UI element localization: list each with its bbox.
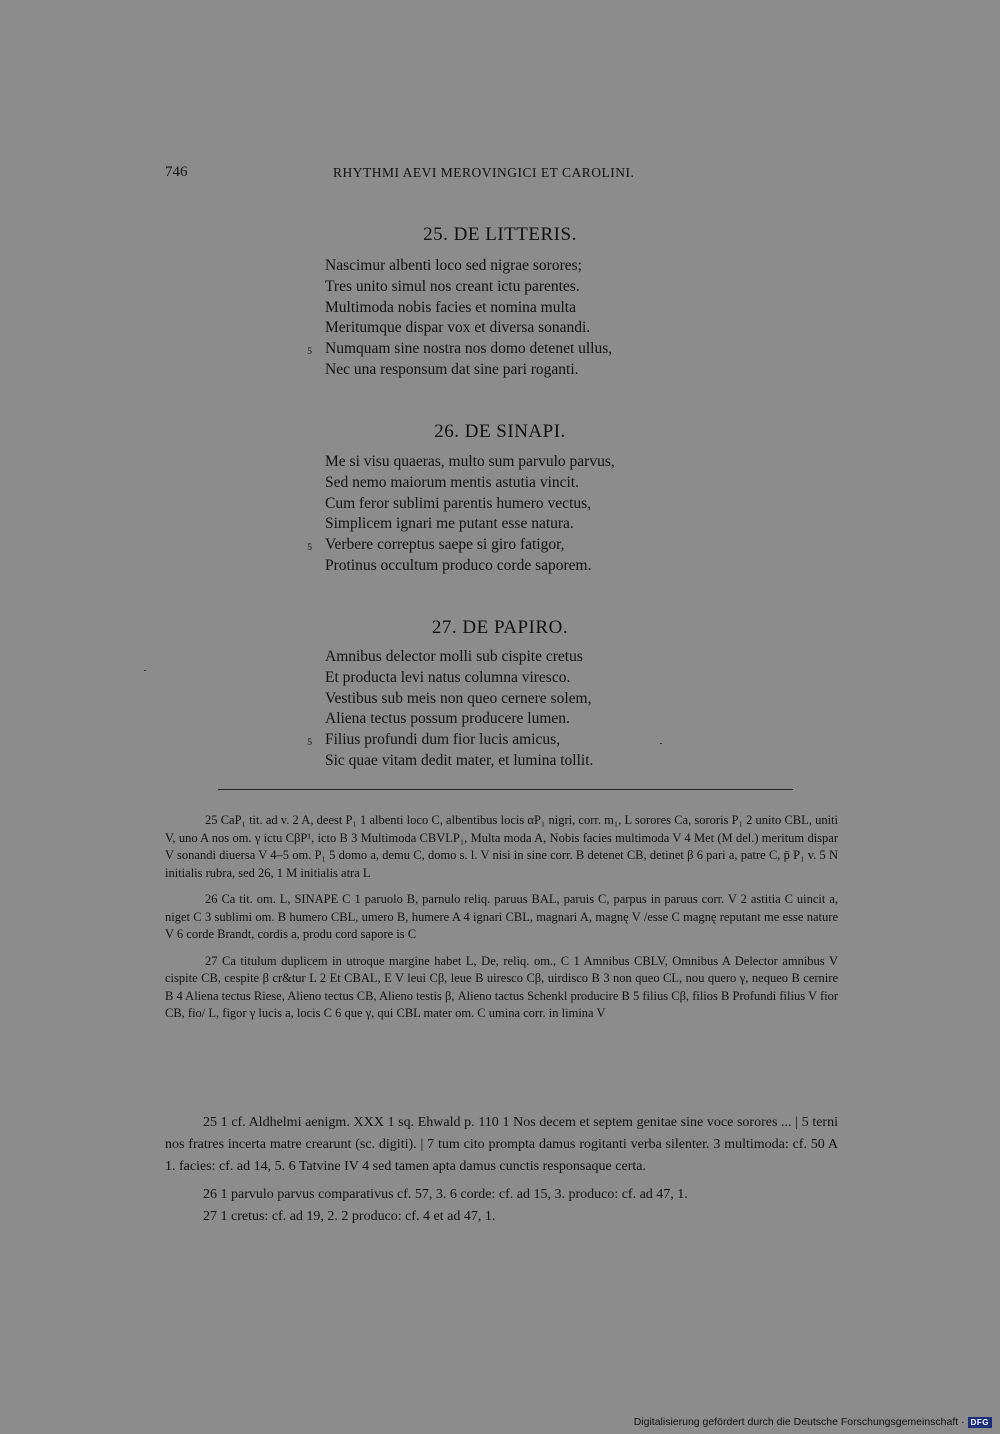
verse-text: Et producta levi natus columna viresco. [325,668,571,686]
poem-body [300,452,720,577]
line-number: 5 [307,738,312,749]
verse-line [300,318,720,339]
verse-line [300,689,720,710]
reference-entry: 27 1 cretus: cf. ad 19, 2. 2 produco: cf. 4 et ad 47, 1. [203,1209,496,1224]
verse-text: Sic quae vitam dedit mater, et lumina tollit. [325,751,594,769]
verse-text: Vestibus sub meis non queo cernere solem, [325,689,592,707]
verse-text: Aliena tectus possum producere lumen. [325,710,570,728]
footnote-divider [218,789,793,790]
verse-line [300,339,720,360]
verse-line [300,514,720,535]
reference-entry: 26 1 parvulo parvus comparativus cf. 57, 3. 6 corde: cf. ad 15, 3. produco: cf. ad 47, 1. [203,1187,688,1202]
verse-text: Amnibus delector molli sub cispite cretus [325,648,583,665]
verse-text: Tres unito simul nos creant ictu parentes. [325,277,580,295]
verse-text: Me si visu quaeras, multo sum parvulo parvus, [325,453,615,470]
digitization-credit [634,1416,992,1428]
line-number: 5 [307,543,312,554]
verse-text: Meritumque dispar vox et diversa sonandi. [325,319,591,337]
scan-speck [660,743,662,744]
verse-text: Simplicem ignari me putant esse natura. [325,515,574,533]
poem-title: 27. DE PAPIRO. [431,617,569,638]
verse-text: Protinus occultum produco corde saporem. [325,556,592,574]
verse-line [300,494,720,515]
poem-body [300,647,720,772]
apparatus-entry: 27 Ca titulum duplicem in utroque margine habet L, De, reliq. om., C 1 Amnibus CBLV, Omnibus A Delector amnibus V cispite CB, cespite β cr&tur L 2 Et CBAL, E V leui Cβ, leue B uiresco Cβ, uirdisco B 3 non queo CL, nou quero γ, nequeo B cernire B 4 Aliena tectus Riese, Alieno tectus CB, Alieno testis β, Alieno tactus Schenkl producire B 5 filius Cβ, filios B Profundi filius V fior CB, fio/ L, figor γ lucis a, locis C 6 que γ, qui CBL mater om. C umina corr. in limina V [165,953,838,1020]
line-number: 5 [307,347,312,358]
verse-line [300,668,720,689]
apparatus-entry: 26 Ca tit. om. L, SINAPE C 1 paruolo B, parnulo reliq. paruus BAL, paruis C, parpus in paruus corr. V 2 astitia C uincit a, niget C 3 sublimi om. B humero CBL, umero B, humere A 4 ignari CBL, magnari A, magnę V /esse C magnę reputant me esse nature V 6 corde Brandt, cordis a, produ cord sapore is C [165,892,838,941]
credit-text: Digitalisierung gefördert durch die Deutsche Forschungsgemeinschaft · [633,1416,965,1428]
verse-line [300,709,720,730]
verse-text: Verbere correptus saepe si giro fatigor, [325,536,565,554]
reference-entry: 25 1 cf. Aldhelmi aenigm. XXX 1 sq. Ehwald p. 110 1 Nos decem et septem genitae sine voce sorores ... | 5 terni nos fratres incerta matre crearunt (sc. digiti). | 7 tum cito prompta damus rogitanti verba silenter. 3 multimoda: cf. 50 A 1. facies: cf. ad 14, 5. 6 Tatvine IV 4 sed tamen apta damus cunctis responsaque certa. [165,1115,838,1174]
apparatus-entry: 25 CaP₁ tit. ad v. 2 A, deest P₁ 1 albenti loco C, albentibus locis αP₁ nigri, corr. m₁, L sorores Ca, sororis P₁ 2 unito CBL, uniti V, uno A nos om. γ ictu CβP¹, icto B 3 Multimoda CBVLP₁, Multa moda A, Nobis facies multimoda V 4 Met (M del.) meritum dispar V sonandi diuersa V 4–5 om. P₁ 5 domo a, demu C, domo s. l. V nisi in sine corr. B detenet CB, detinet β 6 pari a, patre C, p̄ P₁ v. 5 N initialis rubra, sed 26, 1 M initialis atra L [165,813,838,880]
verse-text: Filius profundi dum fior lucis amicus, [325,731,561,749]
verse-line [300,647,720,668]
verse-line [300,751,720,772]
verse-line [300,556,720,577]
verse-line [300,730,720,751]
verse-line [300,360,720,381]
poem-title: 26. DE SINAPI. [434,421,566,442]
verse-line [300,298,720,319]
verse-line [300,256,720,277]
page-number: 746 [165,164,188,180]
page-header [165,164,665,184]
verse-text: Numquam sine nostra nos domo detenet ullus, [325,340,613,358]
verse-line [300,277,720,298]
source-references [165,1112,838,1228]
verse-line [300,535,720,556]
running-title: RHYTHMI AEVI MEROVINGICI ET CAROLINI. [333,165,635,180]
poem-body [300,256,720,381]
verse-line [300,452,720,473]
verse-text: Multimoda nobis facies et nomina multa [325,298,576,316]
verse-text: Cum feror sublimi parentis humero vectus, [325,494,592,512]
verse-line [300,473,720,494]
verse-text: Nascimur albenti loco sed nigrae sorores; [325,257,582,274]
scan-speck [144,670,146,671]
poem-title: 25. DE LITTERIS. [423,224,577,245]
dfg-logo-icon: DFG [968,1417,992,1428]
verse-text: Nec una responsum dat sine pari roganti. [325,360,579,378]
critical-apparatus [165,812,838,1023]
verse-text: Sed nemo maiorum mentis astutia vincit. [325,473,579,491]
